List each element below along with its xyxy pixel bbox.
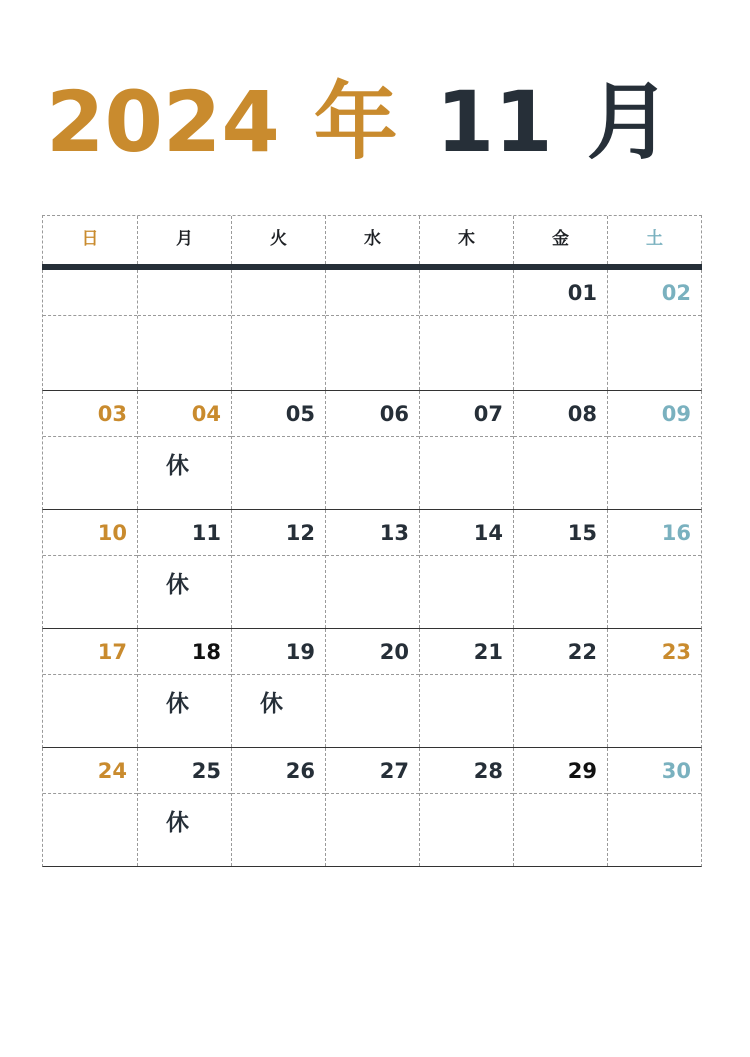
day-number	[43, 270, 137, 316]
week-row	[42, 510, 702, 629]
day-number: 22	[514, 629, 607, 675]
day-number: 03	[43, 391, 137, 437]
day-note	[514, 316, 607, 390]
day-note: 休	[260, 691, 283, 717]
day-cell	[137, 629, 231, 747]
day-note	[43, 316, 137, 390]
day-cell	[231, 510, 325, 628]
day-number: 11	[138, 510, 231, 556]
day-number: 07	[420, 391, 513, 437]
day-number: 08	[514, 391, 607, 437]
day-cell	[325, 748, 419, 866]
day-number	[420, 270, 513, 316]
day-number: 18	[138, 629, 231, 675]
day-cell	[607, 629, 701, 747]
week-row	[42, 629, 702, 748]
day-note	[43, 437, 137, 509]
weekday-thursday: 木	[419, 216, 513, 264]
day-cell	[325, 270, 419, 390]
day-note: 休	[166, 810, 189, 836]
day-cell	[513, 629, 607, 747]
day-cell	[419, 748, 513, 866]
day-cell	[231, 391, 325, 509]
day-number	[232, 270, 325, 316]
title-month: 11	[435, 73, 553, 171]
week-row	[42, 391, 702, 510]
weekday-wednesday: 水	[325, 216, 419, 264]
calendar-grid	[42, 215, 702, 867]
day-note	[608, 675, 701, 747]
week-row	[42, 270, 702, 391]
day-cell	[419, 629, 513, 747]
day-cell	[325, 629, 419, 747]
weekday-friday: 金	[513, 216, 607, 264]
day-cell	[513, 270, 607, 390]
day-number: 14	[420, 510, 513, 556]
day-number: 30	[608, 748, 701, 794]
day-number: 23	[608, 629, 701, 675]
day-note	[326, 794, 419, 866]
day-cell	[607, 748, 701, 866]
day-number: 05	[232, 391, 325, 437]
day-cell	[419, 270, 513, 390]
day-cell	[325, 391, 419, 509]
day-note	[326, 316, 419, 390]
day-note	[43, 794, 137, 866]
calendar-title	[46, 72, 671, 172]
day-note	[326, 437, 419, 509]
day-cell	[43, 748, 137, 866]
day-note	[608, 437, 701, 509]
day-number: 10	[43, 510, 137, 556]
day-cell	[137, 510, 231, 628]
day-note	[514, 675, 607, 747]
day-cell	[419, 510, 513, 628]
day-note	[608, 316, 701, 390]
day-number: 28	[420, 748, 513, 794]
day-note	[420, 675, 513, 747]
day-note: 休	[166, 691, 189, 717]
day-cell	[607, 510, 701, 628]
day-number: 29	[514, 748, 607, 794]
day-cell	[43, 510, 137, 628]
day-cell	[513, 748, 607, 866]
day-cell	[231, 629, 325, 747]
day-cell	[231, 270, 325, 390]
day-note	[514, 794, 607, 866]
day-note: 休	[166, 453, 189, 479]
day-cell	[43, 391, 137, 509]
day-note	[514, 556, 607, 628]
day-number: 02	[608, 270, 701, 316]
weekday-header	[42, 215, 702, 264]
day-number: 19	[232, 629, 325, 675]
day-note	[420, 316, 513, 390]
day-cell	[325, 510, 419, 628]
day-note	[608, 556, 701, 628]
day-note	[420, 437, 513, 509]
weekday-saturday: 土	[607, 216, 701, 264]
weekday-monday: 月	[137, 216, 231, 264]
day-note	[43, 675, 137, 747]
day-number: 09	[608, 391, 701, 437]
day-note	[608, 794, 701, 866]
day-note	[326, 556, 419, 628]
day-number: 12	[232, 510, 325, 556]
day-number	[138, 270, 231, 316]
title-year-kanji: 年	[313, 73, 398, 171]
day-cell	[43, 270, 137, 390]
week-row	[42, 748, 702, 867]
day-note	[43, 556, 137, 628]
day-number: 27	[326, 748, 419, 794]
day-number: 21	[420, 629, 513, 675]
day-cell	[137, 748, 231, 866]
day-note	[420, 794, 513, 866]
day-number: 06	[326, 391, 419, 437]
weekday-tuesday: 火	[231, 216, 325, 264]
day-cell	[607, 270, 701, 390]
day-number: 26	[232, 748, 325, 794]
day-cell	[419, 391, 513, 509]
day-note	[232, 437, 325, 509]
day-note	[138, 316, 231, 390]
day-note: 休	[166, 572, 189, 598]
day-number: 04	[138, 391, 231, 437]
day-cell	[607, 391, 701, 509]
day-number: 01	[514, 270, 607, 316]
day-cell	[513, 391, 607, 509]
weekday-sunday: 日	[81, 228, 99, 249]
day-number: 15	[514, 510, 607, 556]
day-cell	[513, 510, 607, 628]
day-note	[232, 316, 325, 390]
title-year: 2024	[46, 73, 280, 171]
day-cell	[43, 629, 137, 747]
day-number: 17	[43, 629, 137, 675]
day-number: 24	[43, 748, 137, 794]
day-number: 16	[608, 510, 701, 556]
day-note	[420, 556, 513, 628]
day-number: 25	[138, 748, 231, 794]
day-number: 13	[326, 510, 419, 556]
day-note	[514, 437, 607, 509]
day-note	[232, 794, 325, 866]
day-note	[232, 556, 325, 628]
day-note	[326, 675, 419, 747]
title-month-kanji: 月	[586, 73, 671, 171]
day-number: 20	[326, 629, 419, 675]
day-number	[326, 270, 419, 316]
day-cell	[231, 748, 325, 866]
day-cell	[137, 270, 231, 390]
day-cell	[137, 391, 231, 509]
